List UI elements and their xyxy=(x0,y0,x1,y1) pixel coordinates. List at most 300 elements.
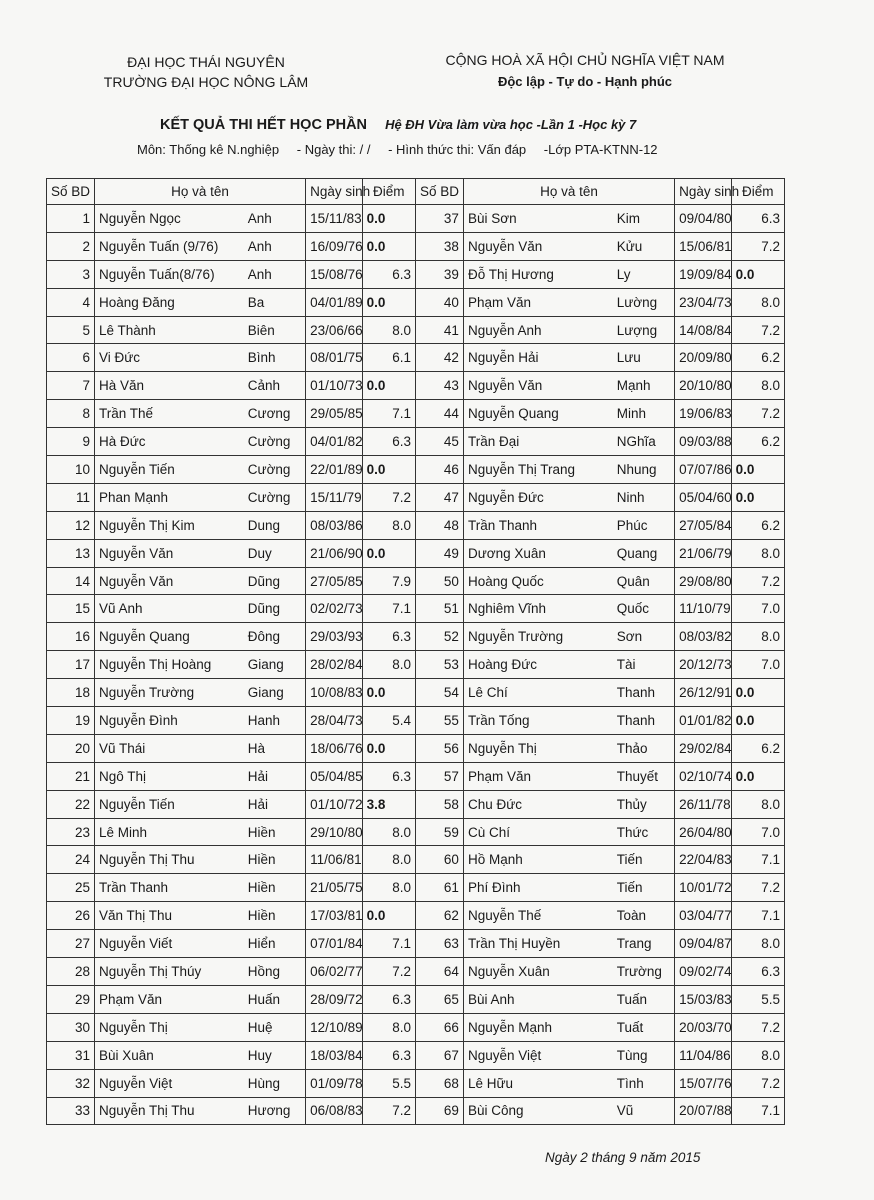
student-surname: Trần Thế xyxy=(94,400,243,428)
student-birthdate: 17/03/81 xyxy=(306,902,363,930)
table-row xyxy=(47,428,785,456)
student-birthdate: 07/01/84 xyxy=(306,930,363,958)
student-birthdate: 15/11/83 xyxy=(306,205,363,233)
student-given-name: Cảnh xyxy=(244,372,306,400)
table-row xyxy=(47,818,785,846)
student-birthdate: 15/06/81 xyxy=(675,232,732,260)
student-score: 7.0 xyxy=(731,651,784,679)
student-score: 7.1 xyxy=(731,846,784,874)
student-number: 30 xyxy=(47,1013,95,1041)
student-given-name: Hiền xyxy=(244,818,306,846)
table-row xyxy=(47,205,785,233)
table-row xyxy=(47,930,785,958)
student-given-name: Trường xyxy=(613,958,675,986)
student-number: 19 xyxy=(47,707,95,735)
student-birthdate: 05/04/60 xyxy=(675,483,732,511)
student-given-name: Quốc xyxy=(613,595,675,623)
student-number: 68 xyxy=(415,1069,463,1097)
student-surname: Nguyễn Văn xyxy=(94,539,243,567)
student-number: 48 xyxy=(415,511,463,539)
student-score: 8.0 xyxy=(362,874,415,902)
student-surname: Nguyễn Thị Thu xyxy=(94,846,243,874)
student-surname: Hà Đức xyxy=(94,428,243,456)
student-surname: Lê Minh xyxy=(94,818,243,846)
student-birthdate: 11/06/81 xyxy=(306,846,363,874)
student-number: 55 xyxy=(415,707,463,735)
student-given-name: Lường xyxy=(613,288,675,316)
student-score: 6.2 xyxy=(731,511,784,539)
student-surname: Nguyễn Đình xyxy=(94,707,243,735)
student-number: 65 xyxy=(415,985,463,1013)
student-surname: Đỗ Thị Hương xyxy=(463,260,612,288)
student-birthdate: 02/10/74 xyxy=(675,762,732,790)
student-birthdate: 08/01/75 xyxy=(306,344,363,372)
student-number: 51 xyxy=(415,595,463,623)
student-surname: Bùi Anh xyxy=(463,985,612,1013)
student-surname: Nguyễn Thị Hoàng xyxy=(94,651,243,679)
student-given-name: Minh xyxy=(613,400,675,428)
student-given-name: Anh xyxy=(244,260,306,288)
student-number: 58 xyxy=(415,790,463,818)
student-birthdate: 01/01/82 xyxy=(675,707,732,735)
student-birthdate: 11/10/79 xyxy=(675,595,732,623)
student-birthdate: 05/04/85 xyxy=(306,762,363,790)
student-given-name: Ninh xyxy=(613,483,675,511)
student-number: 45 xyxy=(415,428,463,456)
student-number: 1 xyxy=(47,205,95,233)
student-surname: Nguyễn Văn xyxy=(463,232,612,260)
student-given-name: Quang xyxy=(613,539,675,567)
student-given-name: Tuất xyxy=(613,1013,675,1041)
student-given-name: Cường xyxy=(244,456,306,484)
student-birthdate: 10/01/72 xyxy=(675,874,732,902)
student-birthdate: 02/02/73 xyxy=(306,595,363,623)
student-number: 43 xyxy=(415,372,463,400)
student-number: 10 xyxy=(47,456,95,484)
student-number: 39 xyxy=(415,260,463,288)
student-score: 8.0 xyxy=(731,539,784,567)
student-birthdate: 09/03/88 xyxy=(675,428,732,456)
student-score: 8.0 xyxy=(362,818,415,846)
student-number: 6 xyxy=(47,344,95,372)
student-birthdate: 18/03/84 xyxy=(306,1041,363,1069)
table-row xyxy=(47,1041,785,1069)
student-birthdate: 08/03/86 xyxy=(306,511,363,539)
student-birthdate: 22/01/89 xyxy=(306,456,363,484)
student-number: 29 xyxy=(47,985,95,1013)
student-birthdate: 23/06/66 xyxy=(306,316,363,344)
student-birthdate: 20/10/80 xyxy=(675,372,732,400)
student-score: 0.0 xyxy=(731,679,784,707)
student-score: 6.3 xyxy=(731,205,784,233)
student-score: 0.0 xyxy=(362,232,415,260)
student-number: 25 xyxy=(47,874,95,902)
student-score: 0.0 xyxy=(362,456,415,484)
student-surname: Hồ Mạnh xyxy=(463,846,612,874)
student-number: 60 xyxy=(415,846,463,874)
table-header-row xyxy=(47,179,785,205)
student-score: 0.0 xyxy=(731,707,784,735)
student-given-name: Tình xyxy=(613,1069,675,1097)
student-surname: Vũ Anh xyxy=(94,595,243,623)
student-surname: Bùi Công xyxy=(463,1097,612,1125)
table-row xyxy=(47,288,785,316)
student-birthdate: 27/05/84 xyxy=(675,511,732,539)
student-number: 14 xyxy=(47,567,95,595)
student-number: 11 xyxy=(47,483,95,511)
student-score: 8.0 xyxy=(362,651,415,679)
student-given-name: Quân xyxy=(613,567,675,595)
student-score: 7.2 xyxy=(731,1069,784,1097)
student-surname: Phan Mạnh xyxy=(94,483,243,511)
student-given-name: Hà xyxy=(244,734,306,762)
subject-name: Môn: Thống kê N.nghiệp xyxy=(137,142,280,157)
student-number: 13 xyxy=(47,539,95,567)
student-score: 0.0 xyxy=(731,483,784,511)
student-number: 37 xyxy=(415,205,463,233)
student-given-name: Hiển xyxy=(244,930,306,958)
student-surname: Nguyễn Thị Thu xyxy=(94,1097,243,1125)
table-row xyxy=(47,902,785,930)
student-given-name: Mạnh xyxy=(613,372,675,400)
col-header-diem: Điểm xyxy=(362,179,415,205)
student-given-name: Tiến xyxy=(613,874,675,902)
student-score: 0.0 xyxy=(362,679,415,707)
student-birthdate: 06/02/77 xyxy=(306,958,363,986)
student-number: 63 xyxy=(415,930,463,958)
student-number: 16 xyxy=(47,623,95,651)
student-surname: Trần Thanh xyxy=(463,511,612,539)
student-surname: Nguyễn Viết xyxy=(94,930,243,958)
student-given-name: Lưu xyxy=(613,344,675,372)
student-birthdate: 09/04/87 xyxy=(675,930,732,958)
student-surname: Chu Đức xyxy=(463,790,612,818)
student-score: 7.1 xyxy=(362,595,415,623)
signing-date: Ngày 2 tháng 9 năm 2015 xyxy=(545,1150,701,1165)
student-number: 66 xyxy=(415,1013,463,1041)
student-score: 7.9 xyxy=(362,567,415,595)
student-given-name: Thanh xyxy=(613,707,675,735)
student-given-name: Hiền xyxy=(244,846,306,874)
student-score: 6.3 xyxy=(362,985,415,1013)
country-name: CỘNG HOÀ XÃ HỘI CHỦ NGHĨA VIỆT NAM xyxy=(445,52,725,68)
student-score: 7.1 xyxy=(731,1097,784,1125)
student-number: 26 xyxy=(47,902,95,930)
student-surname: Lê Hữu xyxy=(463,1069,612,1097)
student-given-name: Huệ xyxy=(244,1013,306,1041)
col-header-ho-ten: Họ và tên xyxy=(463,179,674,205)
student-number: 57 xyxy=(415,762,463,790)
student-surname: Nguyễn Tiến xyxy=(94,790,243,818)
student-surname: Nguyễn Tiến xyxy=(94,456,243,484)
student-number: 52 xyxy=(415,623,463,651)
student-number: 62 xyxy=(415,902,463,930)
student-birthdate: 26/11/78 xyxy=(675,790,732,818)
student-birthdate: 29/05/85 xyxy=(306,400,363,428)
student-birthdate: 16/09/76 xyxy=(306,232,363,260)
student-birthdate: 09/04/80 xyxy=(675,205,732,233)
student-birthdate: 07/07/86 xyxy=(675,456,732,484)
student-score: 8.0 xyxy=(731,1041,784,1069)
table-row xyxy=(47,1069,785,1097)
table-body xyxy=(47,205,785,1125)
student-score: 8.0 xyxy=(731,288,784,316)
table-row xyxy=(47,762,785,790)
student-given-name: Phúc xyxy=(613,511,675,539)
student-score: 0.0 xyxy=(362,734,415,762)
student-score: 8.0 xyxy=(362,316,415,344)
student-surname: Lê Thành xyxy=(94,316,243,344)
student-surname: Nguyễn Tuấn (9/76) xyxy=(94,232,243,260)
table-row xyxy=(47,958,785,986)
student-given-name: Thức xyxy=(613,818,675,846)
student-surname: Bùi Sơn xyxy=(463,205,612,233)
student-surname: Phạm Văn xyxy=(94,985,243,1013)
student-surname: Hà Văn xyxy=(94,372,243,400)
student-score: 6.3 xyxy=(731,958,784,986)
student-number: 21 xyxy=(47,762,95,790)
student-birthdate: 11/04/86 xyxy=(675,1041,732,1069)
student-birthdate: 20/09/80 xyxy=(675,344,732,372)
student-surname: Vi Đức xyxy=(94,344,243,372)
student-birthdate: 10/08/83 xyxy=(306,679,363,707)
student-surname: Nguyễn Thị Trang xyxy=(463,456,612,484)
student-surname: Nguyễn Thị xyxy=(463,734,612,762)
student-score: 5.4 xyxy=(362,707,415,735)
student-number: 23 xyxy=(47,818,95,846)
student-birthdate: 27/05/85 xyxy=(306,567,363,595)
table-row xyxy=(47,483,785,511)
student-surname: Nguyễn Quang xyxy=(94,623,243,651)
student-number: 67 xyxy=(415,1041,463,1069)
student-number: 61 xyxy=(415,874,463,902)
student-number: 41 xyxy=(415,316,463,344)
student-score: 6.2 xyxy=(731,428,784,456)
student-score: 7.0 xyxy=(731,818,784,846)
table-row xyxy=(47,456,785,484)
student-given-name: Cường xyxy=(244,483,306,511)
institution-header xyxy=(56,52,356,92)
exam-date: - Ngày thi: / / xyxy=(296,142,371,157)
student-number: 31 xyxy=(47,1041,95,1069)
student-given-name: Thanh xyxy=(613,679,675,707)
table-row xyxy=(47,679,785,707)
student-number: 69 xyxy=(415,1097,463,1125)
student-number: 40 xyxy=(415,288,463,316)
student-number: 7 xyxy=(47,372,95,400)
student-birthdate: 12/10/89 xyxy=(306,1013,363,1041)
student-score: 6.1 xyxy=(362,344,415,372)
table-row xyxy=(47,846,785,874)
student-surname: Nguyễn Thị Thúy xyxy=(94,958,243,986)
table-row xyxy=(47,316,785,344)
student-surname: Nguyễn Thị xyxy=(94,1013,243,1041)
student-surname: Nguyễn Ngọc xyxy=(94,205,243,233)
student-score: 8.0 xyxy=(362,1013,415,1041)
student-surname: Nguyễn Quang xyxy=(463,400,612,428)
student-given-name: Ly xyxy=(613,260,675,288)
student-number: 27 xyxy=(47,930,95,958)
exam-form: - Hình thức thi: Vấn đáp xyxy=(388,142,527,157)
student-number: 49 xyxy=(415,539,463,567)
student-surname: Nguyễn Văn xyxy=(94,567,243,595)
student-birthdate: 19/06/83 xyxy=(675,400,732,428)
national-header xyxy=(410,50,760,92)
student-given-name: Hiền xyxy=(244,902,306,930)
student-score: 0.0 xyxy=(362,902,415,930)
student-score: 0.0 xyxy=(362,205,415,233)
student-number: 17 xyxy=(47,651,95,679)
student-birthdate: 21/06/90 xyxy=(306,539,363,567)
student-birthdate: 28/04/73 xyxy=(306,707,363,735)
student-given-name: Hương xyxy=(244,1097,306,1125)
student-score: 7.2 xyxy=(731,567,784,595)
student-score: 8.0 xyxy=(362,511,415,539)
student-number: 28 xyxy=(47,958,95,986)
student-score: 7.2 xyxy=(731,316,784,344)
table-row xyxy=(47,874,785,902)
student-birthdate: 26/04/80 xyxy=(675,818,732,846)
table-row xyxy=(47,344,785,372)
student-birthdate: 19/09/84 xyxy=(675,260,732,288)
student-birthdate: 15/11/79 xyxy=(306,483,363,511)
student-birthdate: 15/07/76 xyxy=(675,1069,732,1097)
student-score: 8.0 xyxy=(731,372,784,400)
student-surname: Hoàng Đức xyxy=(463,651,612,679)
table-row xyxy=(47,400,785,428)
student-birthdate: 18/06/76 xyxy=(306,734,363,762)
student-surname: Cù Chí xyxy=(463,818,612,846)
student-given-name: Huấn xyxy=(244,985,306,1013)
student-score: 5.5 xyxy=(731,985,784,1013)
table-row xyxy=(47,623,785,651)
student-surname: Trần Thanh xyxy=(94,874,243,902)
table-row xyxy=(47,734,785,762)
student-score: 6.3 xyxy=(362,762,415,790)
student-score: 3.8 xyxy=(362,790,415,818)
student-surname: Hoàng Đăng xyxy=(94,288,243,316)
student-surname: Nghiêm Vĩnh xyxy=(463,595,612,623)
student-number: 33 xyxy=(47,1097,95,1125)
student-birthdate: 29/02/84 xyxy=(675,734,732,762)
student-birthdate: 01/10/73 xyxy=(306,372,363,400)
student-birthdate: 15/03/83 xyxy=(675,985,732,1013)
student-given-name: Nhung xyxy=(613,456,675,484)
student-score: 8.0 xyxy=(731,623,784,651)
student-surname: Phạm Văn xyxy=(463,762,612,790)
student-given-name: Ba xyxy=(244,288,306,316)
student-surname: Ngô Thị xyxy=(94,762,243,790)
student-birthdate: 14/08/84 xyxy=(675,316,732,344)
student-birthdate: 28/02/84 xyxy=(306,651,363,679)
student-score: 7.1 xyxy=(362,400,415,428)
student-score: 7.2 xyxy=(731,400,784,428)
student-number: 8 xyxy=(47,400,95,428)
student-number: 20 xyxy=(47,734,95,762)
student-given-name: Thuyết xyxy=(613,762,675,790)
student-given-name: Hanh xyxy=(244,707,306,735)
student-given-name: Dung xyxy=(244,511,306,539)
student-score: 6.3 xyxy=(362,260,415,288)
student-birthdate: 21/05/75 xyxy=(306,874,363,902)
table-row xyxy=(47,790,785,818)
student-surname: Hoàng Quốc xyxy=(463,567,612,595)
table-row xyxy=(47,1097,785,1125)
student-number: 46 xyxy=(415,456,463,484)
student-birthdate: 03/04/77 xyxy=(675,902,732,930)
student-given-name: Thảo xyxy=(613,734,675,762)
table-row xyxy=(47,1013,785,1041)
student-surname: Nguyễn Thế xyxy=(463,902,612,930)
student-number: 38 xyxy=(415,232,463,260)
student-given-name: Trang xyxy=(613,930,675,958)
student-given-name: Anh xyxy=(244,205,306,233)
student-birthdate: 20/12/73 xyxy=(675,651,732,679)
col-header-so-bd: Số BD xyxy=(47,179,95,205)
student-given-name: Cương xyxy=(244,400,306,428)
table-row xyxy=(47,985,785,1013)
student-score: 8.0 xyxy=(731,930,784,958)
student-surname: Nguyễn Trường xyxy=(463,623,612,651)
student-given-name: Giang xyxy=(244,679,306,707)
student-number: 59 xyxy=(415,818,463,846)
student-surname: Vũ Thái xyxy=(94,734,243,762)
table-row xyxy=(47,595,785,623)
student-surname: Nguyễn Việt xyxy=(94,1069,243,1097)
student-given-name: Lượng xyxy=(613,316,675,344)
student-surname: Lê Chí xyxy=(463,679,612,707)
student-number: 5 xyxy=(47,316,95,344)
student-score: 7.0 xyxy=(731,595,784,623)
student-score: 7.2 xyxy=(731,1013,784,1041)
student-given-name: Cường xyxy=(244,428,306,456)
student-given-name: Vũ xyxy=(613,1097,675,1125)
table-row xyxy=(47,651,785,679)
student-given-name: Duy xyxy=(244,539,306,567)
university-name: ĐẠI HỌC THÁI NGUYÊN xyxy=(127,54,285,70)
student-surname: Nguyễn Việt xyxy=(463,1041,612,1069)
student-birthdate: 20/07/88 xyxy=(675,1097,732,1125)
student-score: 6.3 xyxy=(362,1041,415,1069)
student-surname: Dương Xuân xyxy=(463,539,612,567)
student-score: 0.0 xyxy=(731,260,784,288)
student-birthdate: 04/01/82 xyxy=(306,428,363,456)
student-given-name: NGhĩa xyxy=(613,428,675,456)
student-number: 24 xyxy=(47,846,95,874)
student-given-name: Tùng xyxy=(613,1041,675,1069)
student-given-name: Kim xyxy=(613,205,675,233)
student-given-name: Biên xyxy=(244,316,306,344)
table-row xyxy=(47,232,785,260)
student-given-name: Hải xyxy=(244,762,306,790)
student-surname: Nguyễn Xuân xyxy=(463,958,612,986)
student-birthdate: 21/06/79 xyxy=(675,539,732,567)
student-number: 42 xyxy=(415,344,463,372)
table-row xyxy=(47,511,785,539)
student-score: 0.0 xyxy=(362,288,415,316)
student-score: 7.2 xyxy=(362,1097,415,1125)
student-number: 22 xyxy=(47,790,95,818)
col-header-diem: Điểm xyxy=(731,179,784,205)
student-given-name: Anh xyxy=(244,232,306,260)
student-score: 7.2 xyxy=(362,483,415,511)
student-score: 0.0 xyxy=(362,539,415,567)
student-score: 6.2 xyxy=(731,734,784,762)
student-number: 12 xyxy=(47,511,95,539)
student-given-name: Toàn xyxy=(613,902,675,930)
student-number: 56 xyxy=(415,734,463,762)
student-number: 50 xyxy=(415,567,463,595)
